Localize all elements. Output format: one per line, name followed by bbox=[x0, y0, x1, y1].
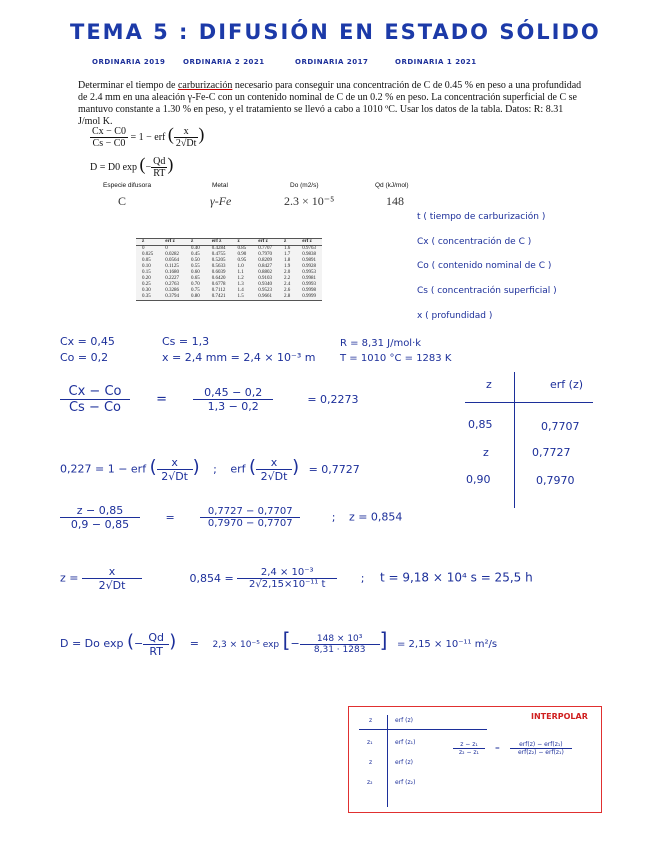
erf-cell: 1.5 bbox=[232, 294, 253, 301]
mini-cell: 0,90 bbox=[466, 473, 491, 486]
erf-header: z bbox=[278, 239, 296, 246]
exam-tag: ORDINARIA 2019 bbox=[92, 58, 166, 66]
data-value: 2.3 × 10⁻⁵ bbox=[284, 194, 335, 208]
formula-arrhenius: D = D0 exp (− $\frac{Qd}{RT}$ ) bbox=[90, 154, 174, 180]
data-value: γ-Fe bbox=[210, 194, 232, 208]
interpolar-cell: z₁ bbox=[367, 739, 373, 746]
erf-cell: 0.70 bbox=[191, 282, 200, 287]
erf-cell: 1.3 bbox=[237, 282, 244, 287]
value-co: Co = 0,2 bbox=[60, 351, 109, 364]
data-value: 148 bbox=[386, 194, 404, 208]
erf-cell: 0.0564 bbox=[165, 258, 179, 263]
interpolar-cell: erf (z) bbox=[395, 759, 414, 766]
erf-cell: 2.8 bbox=[278, 294, 296, 301]
step-time: z = $\frac{x}{2√Dt}$ 0,854 = $\frac{\text{2,4 × 10⁻³}}{\text{2√2,15×10⁻¹¹ t}}$ ; t = 9,18 × 10⁴ s = 25,5 h bbox=[60, 565, 533, 592]
erf-cell: 0.80 bbox=[185, 294, 206, 301]
erf-cell: 0.7421 bbox=[206, 294, 232, 301]
erf-cell: 0.6039 bbox=[211, 270, 226, 275]
erf-cell: 0.90 bbox=[237, 252, 247, 257]
value-x: x = 2,4 mm = 2,4 × 10⁻³ m bbox=[162, 351, 316, 364]
erf-header: z bbox=[232, 239, 253, 246]
erf-cell: 0.3286 bbox=[165, 288, 179, 293]
interpolar-cell: z bbox=[369, 759, 373, 766]
erf-cell: 1.7 bbox=[284, 252, 291, 257]
interpolar-rule bbox=[359, 729, 487, 730]
erf-cell: 0.05 bbox=[142, 258, 151, 263]
legend-item: Cs ( concentración superficial ) bbox=[417, 286, 557, 296]
erf-cell: 0.2763 bbox=[165, 282, 179, 287]
page-title: TEMA 5 : DIFUSIÓN EN ESTADO SÓLIDO bbox=[70, 20, 601, 44]
erf-cell: 0.55 bbox=[191, 264, 200, 269]
legend-item: Co ( contenido nominal de C ) bbox=[417, 261, 552, 271]
erf-cell: 0 bbox=[142, 246, 145, 251]
erf-cell: 0.9661 bbox=[252, 294, 278, 301]
value-r: R = 8,31 J/mol·k bbox=[340, 338, 422, 349]
erf-cell: 1.4 bbox=[237, 288, 244, 293]
erf-cell: 0.15 bbox=[142, 270, 151, 275]
erf-cell: 0.6420 bbox=[211, 276, 226, 281]
step-concentration-ratio: $\frac{Cx - Co}{Cs - Co}$ = $\frac{0,45 - 0,2}{1,3 - 0,2}$ = 0,2273 bbox=[60, 384, 359, 415]
value-cs: Cs = 1,3 bbox=[162, 335, 210, 348]
erf-cell: 0.7707 bbox=[258, 246, 272, 251]
mini-cell: z bbox=[483, 446, 489, 459]
erf-cell: 0.4755 bbox=[211, 252, 226, 257]
erf-cell: 2.2 bbox=[284, 276, 291, 281]
erf-cell: 0.25 bbox=[142, 282, 151, 287]
data-header: Do (m2/s) bbox=[290, 182, 319, 189]
erf-cell: 0.75 bbox=[191, 288, 200, 293]
data-header: Metal bbox=[212, 182, 228, 189]
erf-cell: 0.35 bbox=[136, 294, 159, 301]
data-value: C bbox=[118, 194, 127, 208]
mini-header: erf (z) bbox=[550, 378, 584, 391]
erf-cell: 0.1680 bbox=[165, 270, 179, 275]
problem-statement: Determinar el tiempo de carburización necesario para conseguir una concentración de C de 0.45 % en peso a una profundidad de 2.4 mm en una aleación γ-Fe-C con un contenido nominal de C de un 0.2 % en peso. La concentración superficial de C se mantuvo constante a 1.30 % en peso, y el tratamiento se llevó a cabo a 1010 ºC. Usar los datos de la tabla. Datos: R: 8.31 J/mol K. bbox=[78, 80, 582, 127]
erf-cell: 0.40 bbox=[191, 246, 200, 251]
erf-header: z bbox=[185, 239, 206, 246]
legend-item: x ( profundidad ) bbox=[417, 311, 493, 321]
exam-tag: ORDINARIA 2017 bbox=[295, 58, 369, 66]
interpolar-cell: erf (z₁) bbox=[395, 739, 416, 746]
erf-cell: 0.9891 bbox=[302, 258, 316, 263]
step-erf-equation: 0,227 = 1 − erf ( $\frac{x}{2√Dt}$ ) ; erf ( $\frac{x}{2√Dt}$ ) = 0,7727 bbox=[60, 456, 360, 483]
mini-table-rule bbox=[465, 402, 593, 403]
erf-cell: 0.5633 bbox=[211, 264, 226, 269]
erf-cell: 0.7970 bbox=[258, 252, 272, 257]
erf-cell: 0.025 bbox=[142, 252, 154, 257]
erf-cell: 0.95 bbox=[237, 258, 247, 263]
exam-tag: ORDINARIA 2 2021 bbox=[183, 58, 265, 66]
erf-cell: 0.9523 bbox=[258, 288, 272, 293]
interpolar-title: INTERPOLAR bbox=[531, 712, 588, 721]
erf-cell: 0.7112 bbox=[211, 288, 226, 293]
step-diffusion-coefficient: D = Do exp (− $\frac{Qd}{RT}$ ) = 2,3 × 10⁻⁵ exp [− $\frac{\text{148 × 10³}}{8,31 \cdot 1283}$ ] = 2,15 × 10⁻¹¹ m²/s bbox=[60, 628, 498, 658]
erf-cell: 0.9993 bbox=[302, 282, 316, 287]
erf-cell: 0.9999 bbox=[296, 294, 322, 301]
erf-cell: 1.0 bbox=[237, 264, 244, 269]
data-header: Especie difusora bbox=[103, 182, 152, 189]
mini-cell: 0,85 bbox=[468, 418, 493, 431]
erf-cell: 0.9340 bbox=[258, 282, 272, 287]
erf-cell: 0.9103 bbox=[258, 276, 272, 281]
erf-cell: 0.65 bbox=[191, 276, 200, 281]
mini-header: z bbox=[486, 378, 492, 391]
erf-cell: 0.60 bbox=[191, 270, 200, 275]
erf-cell: 0.9981 bbox=[302, 276, 316, 281]
interpolar-cell: z bbox=[369, 717, 373, 724]
erf-cell: 0.6778 bbox=[211, 282, 226, 287]
erf-cell: 0.9998 bbox=[302, 288, 316, 293]
erf-cell: 0.9763 bbox=[302, 246, 316, 251]
erf-cell: 1.9 bbox=[284, 264, 291, 269]
legend-item: Cx ( concentración de C ) bbox=[417, 237, 532, 247]
erf-cell: 0 bbox=[165, 246, 168, 251]
erf-header: erf z bbox=[206, 239, 232, 246]
data-header: Qd (kJ/mol) bbox=[375, 182, 409, 189]
erf-cell: 1.8 bbox=[284, 258, 291, 263]
erf-cell: 0.8802 bbox=[258, 270, 272, 275]
erf-header: erf z bbox=[296, 239, 322, 246]
erf-cell: 0.10 bbox=[142, 264, 151, 269]
erf-cell: 0.8209 bbox=[258, 258, 272, 263]
formula-erf: $\frac{Cx - C0}{Cs - C0}$ = 1 − erf ( $\frac{x}{2√Dt}$ ) bbox=[92, 124, 205, 150]
mini-cell: 0,7707 bbox=[541, 420, 580, 433]
exam-tag: ORDINARIA 1 2021 bbox=[395, 58, 477, 66]
erf-cell: 0.9928 bbox=[302, 264, 316, 269]
erf-cell: 0.2227 bbox=[165, 276, 179, 281]
erf-cell: 0.50 bbox=[191, 258, 200, 263]
value-t: T = 1010 °C = 1283 K bbox=[340, 353, 452, 364]
erf-cell: 0.8427 bbox=[258, 264, 272, 269]
interpolar-rule bbox=[387, 715, 388, 807]
erf-cell: 0.3794 bbox=[159, 294, 185, 301]
step-interpolation: $\frac{z - 0,85}{0,9 - 0,85}$ = $\frac{0,7727 - 0,7707}{0,7970 - 0,7707}$ ; z = 0,854 bbox=[60, 504, 402, 531]
erf-row bbox=[136, 294, 322, 301]
erf-cell: 0.85 bbox=[237, 246, 247, 251]
erf-cell: 2.0 bbox=[284, 270, 291, 275]
erf-cell: 0.9838 bbox=[302, 252, 316, 257]
interpolar-cell: z₂ bbox=[367, 779, 373, 786]
interpolar-cell: erf (z) bbox=[395, 717, 414, 724]
erf-cell: 1.2 bbox=[237, 276, 244, 281]
erf-header: erf z bbox=[159, 239, 185, 246]
interpolar-box bbox=[348, 706, 602, 813]
erf-cell: 2.6 bbox=[284, 288, 291, 293]
erf-cell: 0.4284 bbox=[211, 246, 226, 251]
mini-cell: 0,7970 bbox=[536, 474, 575, 487]
erf-cell: 0.9953 bbox=[302, 270, 316, 275]
mini-table-rule bbox=[514, 372, 515, 508]
mini-cell: 0,7727 bbox=[532, 446, 571, 459]
erf-cell: 2.4 bbox=[284, 282, 291, 287]
interpolar-formula: $\frac{\text{z − z₁}}{\text{z₂ − z₁}}$ = $\frac{\text{erf(z) − erf(z₁)}}{\text{erf(z₂) − erf(z₁)}}$ bbox=[453, 741, 572, 756]
erf-cell: 0.30 bbox=[142, 288, 151, 293]
erf-header: z bbox=[136, 239, 159, 246]
erf-cell: 0.0282 bbox=[165, 252, 179, 257]
value-cx: Cx = 0,45 bbox=[60, 335, 115, 348]
legend-item: t ( tiempo de carburización ) bbox=[417, 212, 546, 222]
erf-cell: 0.20 bbox=[142, 276, 151, 281]
interpolar-cell: erf (z₂) bbox=[395, 779, 416, 786]
erf-table bbox=[136, 238, 322, 301]
erf-cell: 1.1 bbox=[237, 270, 244, 275]
erf-cell: 0.45 bbox=[191, 252, 200, 257]
erf-cell: 0.1125 bbox=[165, 264, 179, 269]
erf-cell: 1.6 bbox=[284, 246, 291, 251]
erf-header: erf z bbox=[252, 239, 278, 246]
erf-cell: 0.5205 bbox=[211, 258, 226, 263]
